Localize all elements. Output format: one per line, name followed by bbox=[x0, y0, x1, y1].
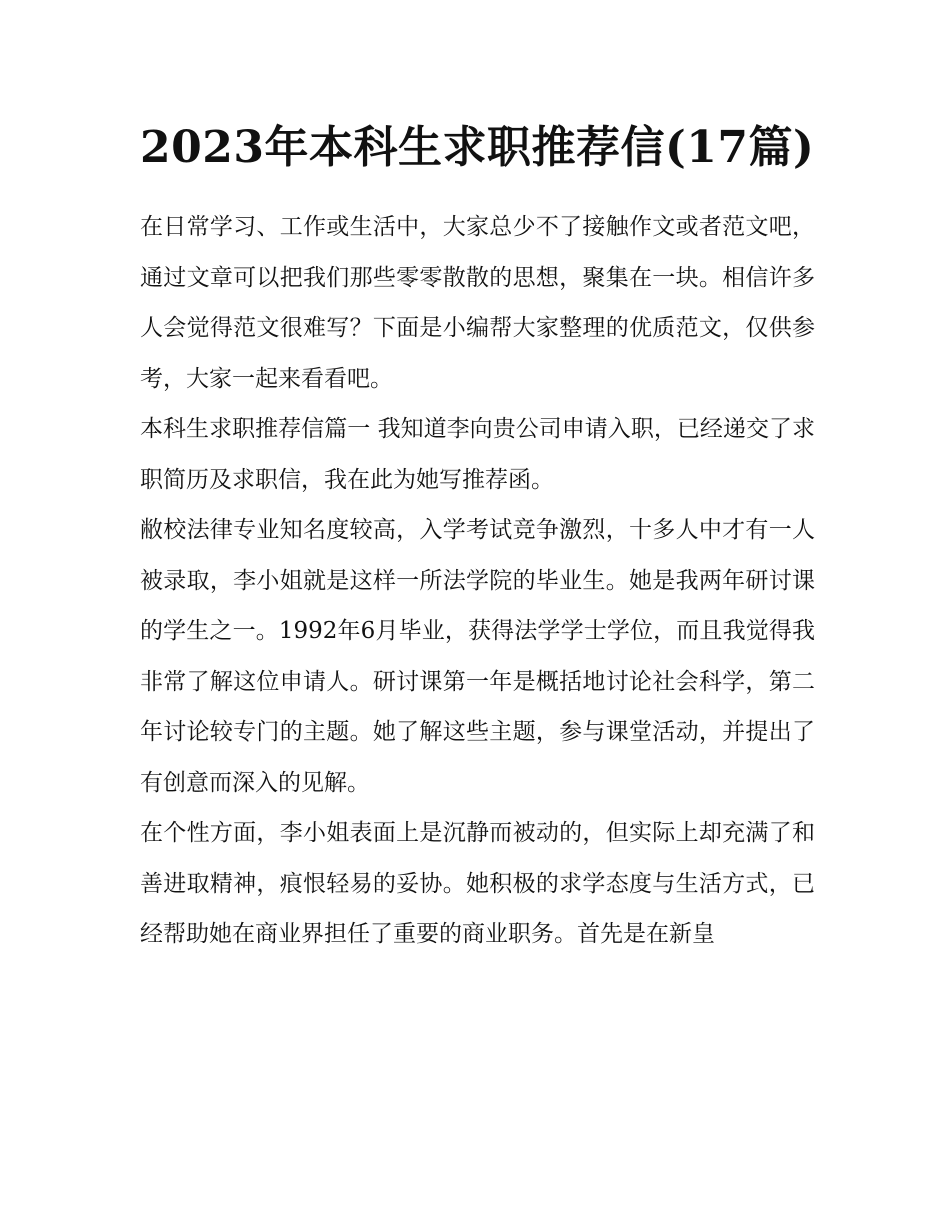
paragraph-intro: 在日常学习、工作或生活中，大家总少不了接触作文或者范文吧，通过文章可以把我们那些零零散散的思想，聚集在一块。相信许多人会觉得范文很难写？下面是小编帮大家整理的优质范文，仅供参考，大家一起来看看吧。 bbox=[140, 214, 815, 392]
paragraph-letter-opening: 本科生求职推荐信篇一 我知道李向贵公司申请入职，已经递交了求职简历及求职信，我在此为她写推荐函。 bbox=[140, 416, 815, 493]
document-title: 2023年本科生求职推荐信(17篇) bbox=[140, 122, 815, 173]
document-body bbox=[140, 112, 815, 960]
paragraph-personality: 在个性方面，李小姐表面上是沉静而被动的，但实际上却充满了和善进取精神，痕恨轻易的妥协。她积极的求学态度与生活方式，已经帮助她在商业界担任了重要的商业职务。首先是在新皇 bbox=[140, 820, 815, 947]
paragraph-academic-background: 敝校法律专业知名度较高，入学考试竞争激烈，十多人中才有一人被录取，李小姐就是这样一所法学院的毕业生。她是我两年研讨课的学生之一。1992年6月毕业，获得法学学士学位，而且我觉得我非常了解这位申请人。研讨课第一年是概括地讨论社会科学，第二年讨论较专门的主题。她了解这些主题，参与课堂活动，并提出了有创意而深入的见解。 bbox=[140, 517, 815, 796]
